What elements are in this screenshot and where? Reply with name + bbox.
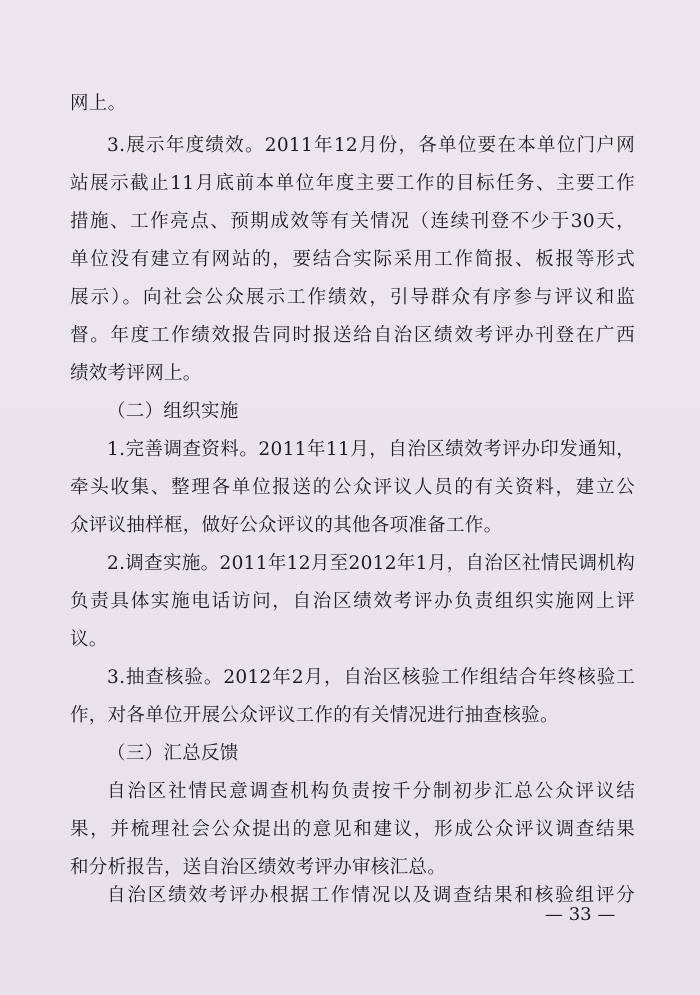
section-heading: （二）组织实施 [107, 401, 239, 422]
text-line: 众评议抽样框，做好公众评议的其他各项准备工作。 [70, 515, 503, 536]
section-heading: （三）汇总反馈 [107, 743, 239, 764]
text-line: 展示）。向社会公众展示工作绩效，引导群众有序参与评议和监 [70, 287, 635, 308]
text-line: 负责具体实施电话访问，自治区绩效考评办负责组织实施网上评 [70, 591, 635, 612]
text-line: 3.抽查核验。2012年2月，自治区核验工作组结合年终核验工 [107, 667, 635, 688]
text-line: 绩效考评网上。 [70, 363, 202, 384]
text-line: 1.完善调查资料。2011年11月，自治区绩效考评办印发通知， [107, 439, 635, 460]
text-line: 网上。 [70, 93, 127, 114]
text-line: 牵头收集、整理各单位报送的公众评议人员的有关资料，建立公 [70, 477, 635, 498]
text-line: 和分析报告，送自治区绩效考评办审核汇总。 [70, 857, 447, 878]
text-line: 自治区绩效考评办根据工作情况以及调查结果和核验组评分 [107, 885, 635, 906]
text-line: 单位没有建立有网站的，要结合实际采用工作简报、板报等形式 [70, 249, 635, 270]
text-line: 作，对各单位开展公众评议工作的有关情况进行抽查核验。 [70, 705, 559, 726]
text-line: 措施、工作亮点、预期成效等有关情况（连续刊登不少于30天， [70, 211, 635, 232]
text-line: 自治区社情民意调查机构负责按千分制初步汇总公众评议结 [107, 781, 635, 802]
text-line: 议。 [70, 629, 108, 650]
page-number: — 33 — [545, 904, 616, 925]
text-line: 督。年度工作绩效报告同时报送给自治区绩效考评办刊登在广西 [70, 325, 635, 346]
text-line: 3.展示年度绩效。2011年12月份，各单位要在本单位门户网 [107, 135, 635, 156]
text-line: 站展示截止11月底前本单位年度主要工作的目标任务、主要工作 [70, 173, 635, 194]
text-line: 果，并梳理社会公众提出的意见和建议，形成公众评议调查结果 [70, 819, 635, 840]
text-line: 2.调查实施。2011年12月至2012年1月，自治区社情民调机构 [107, 553, 635, 574]
